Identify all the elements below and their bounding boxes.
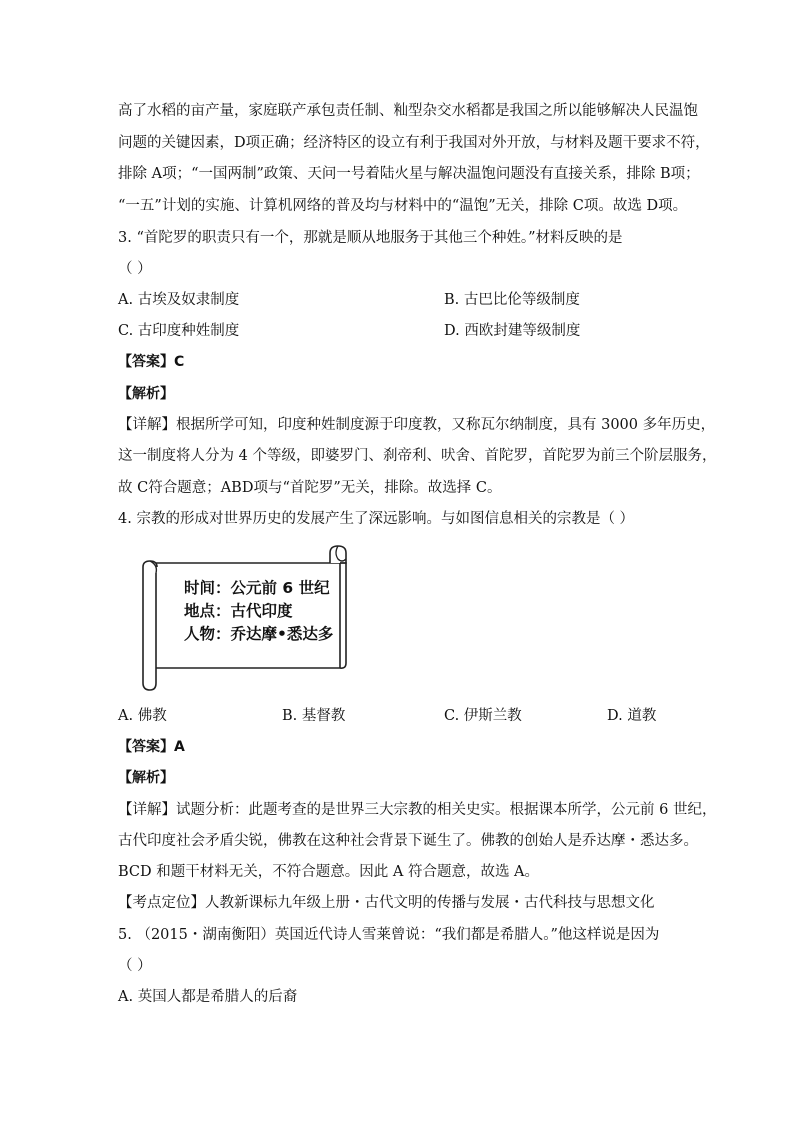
question-3-detail: 这一制度将人分为 4 个等级，即婆罗门、刹帝利、吠舍、首陀罗，首陀罗为前三个阶层服务， bbox=[118, 448, 717, 464]
question-4-detail: BCD 和题干材料无关，不符合题意。因此 A 符合题意，故选 A。 bbox=[118, 864, 540, 880]
question-5-option-a: A. 英国人都是希腊人的后裔 bbox=[118, 989, 298, 1005]
question-3-option-d: D. 西欧封建等级制度 bbox=[444, 323, 581, 339]
question-4-option-c: C. 伊斯兰教 bbox=[444, 708, 522, 724]
text-line: 高了水稻的亩产量，家庭联产承包责任制、籼型杂交水稻都是我国之所以能够解决人民温饱 bbox=[118, 103, 698, 119]
text-line: “一五”计划的实施、计算机网络的普及均与材料中的“温饱”无关，排除 C项。故选 D项。 bbox=[118, 198, 688, 214]
question-5-stem: 5. （2015・湖南衡阳）英国近代诗人雪莱曾说：“我们都是希腊人。”他这样说是因为 bbox=[118, 927, 660, 943]
question-4-analysis-label: 【解析】 bbox=[118, 770, 174, 786]
question-3-option-a: A. 古埃及奴隶制度 bbox=[118, 292, 240, 308]
question-3-answer: 【答案】C bbox=[118, 354, 185, 370]
question-4-kaodian: 【考点定位】人教新课标九年级上册・古代文明的传播与发展・古代科技与思想文化 bbox=[118, 895, 655, 911]
question-3-detail: 【详解】根据所学可知，印度种姓制度源于印度教，又称瓦尔纳制度，具有 3000 多年历史， bbox=[118, 417, 716, 433]
question-3-detail: 故 C符合题意；ABD项与“首陀罗”无关，排除。故选择 C。 bbox=[118, 480, 502, 496]
question-4-detail: 【详解】试题分析：此题考查的是世界三大宗教的相关史实。根据课本所学，公元前 6 世纪， bbox=[118, 802, 717, 818]
scroll-line-time: 时间：公元前 6 世纪 bbox=[184, 579, 330, 597]
question-4-stem: 4. 宗教的形成对世界历史的发展产生了深远影响。与如图信息相关的宗教是（ ） bbox=[118, 511, 635, 527]
question-4-answer: 【答案】A bbox=[118, 739, 185, 755]
question-3-analysis-label: 【解析】 bbox=[118, 386, 174, 402]
question-5-paren: （ ） bbox=[118, 958, 152, 974]
question-4-detail: 古代印度社会矛盾尖锐，佛教在这种社会背景下诞生了。佛教的创始人是乔达摩・悉达多。 bbox=[118, 833, 698, 849]
question-3-paren: （ ） bbox=[118, 261, 152, 277]
text-line: 问题的关键因素，D项正确；经济特区的设立有利于我国对外开放，与材料及题干要求不符， bbox=[118, 135, 710, 151]
question-3-stem: 3. “首陀罗的职责只有一个，那就是顺从地服务于其他三个种姓。”材料反映的是 bbox=[118, 230, 623, 246]
question-4-option-d: D. 道教 bbox=[607, 708, 657, 724]
scroll-line-place: 地点：古代印度 bbox=[184, 602, 293, 620]
question-3-option-b: B. 古巴比伦等级制度 bbox=[444, 292, 580, 308]
scroll-line-person: 人物：乔达摩•悉达多 bbox=[184, 625, 334, 643]
scroll-figure bbox=[140, 543, 352, 693]
text-line: 排除 A项；“一国两制”政策、天问一号着陆火星与解决温饱问题没有直接关系，排除 B项； bbox=[118, 166, 700, 182]
question-4-option-b: B. 基督教 bbox=[282, 708, 346, 724]
question-3-option-c: C. 古印度种姓制度 bbox=[118, 323, 240, 339]
question-4-option-a: A. 佛教 bbox=[118, 708, 167, 724]
